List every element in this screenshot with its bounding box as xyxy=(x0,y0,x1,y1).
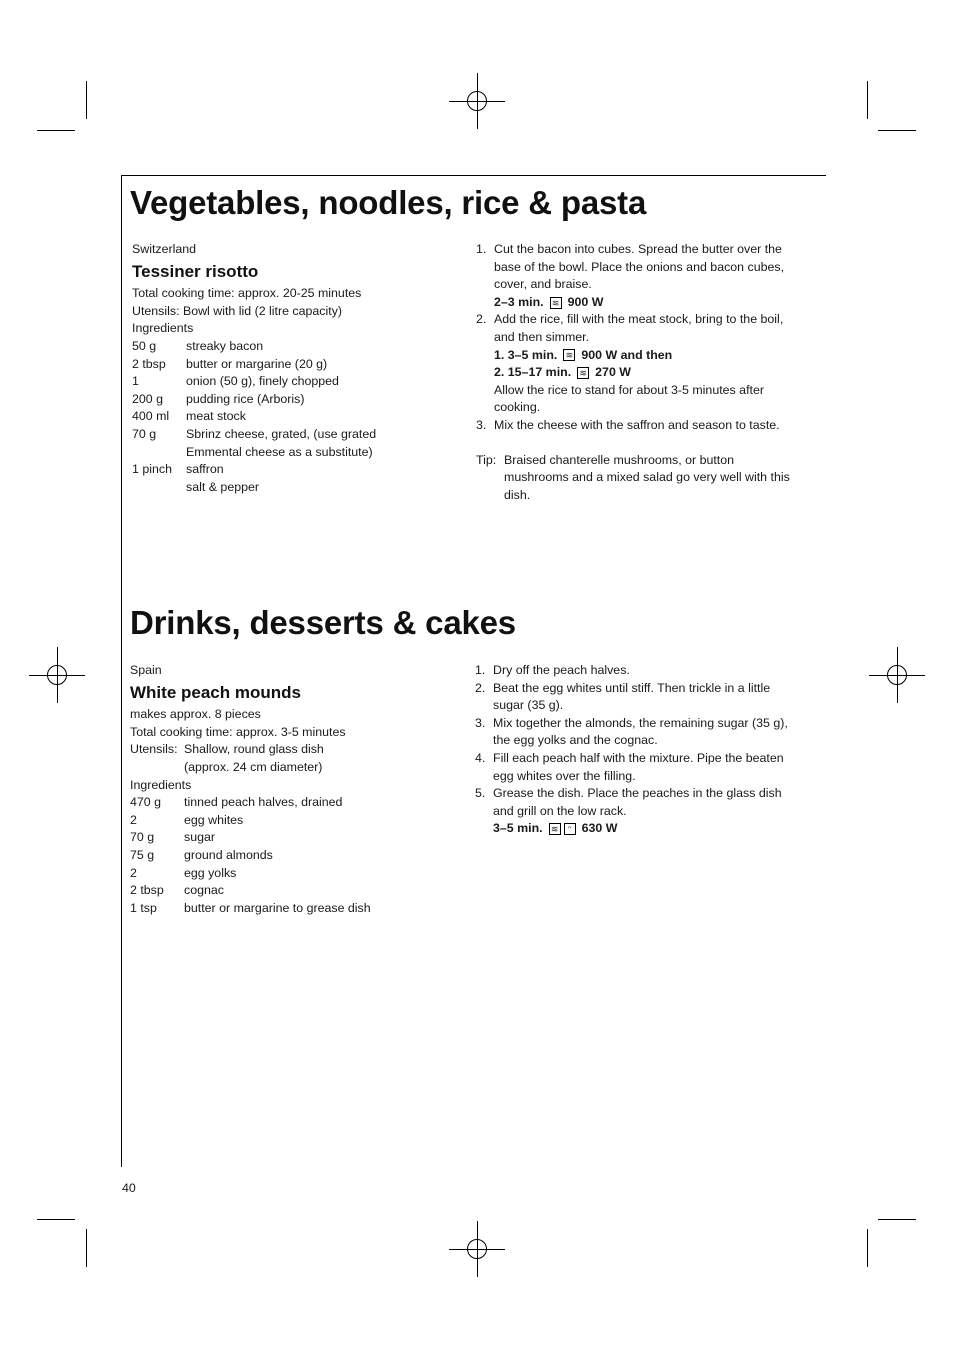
page-number: 40 xyxy=(122,1181,136,1195)
method-step xyxy=(475,680,805,715)
cooking-time: Total cooking time: approx. 20-25 minutes xyxy=(132,286,362,301)
ingredient-name: sugar xyxy=(184,830,215,845)
ingredients-label: Ingredients xyxy=(132,321,194,336)
ingredient-qty: 400 ml xyxy=(132,409,170,424)
ingredient-qty: 50 g xyxy=(132,338,157,353)
tip-text: mushrooms and a mixed salad go very well with this xyxy=(504,470,790,485)
tip-label: Tip: xyxy=(476,452,497,467)
step-text: Cut the bacon into cubes. Spread the butter over the xyxy=(494,242,782,256)
ingredient-list xyxy=(130,794,430,917)
utensils xyxy=(130,741,430,759)
ingredient-qty: 1 pinch xyxy=(132,462,172,477)
ingredient-qty: 470 g xyxy=(130,795,162,810)
ingredient-name: egg whites xyxy=(184,812,244,827)
step-text: Mix the cheese with the saffron and season to taste. xyxy=(494,417,780,432)
microwave-icon: ≋ xyxy=(549,823,561,835)
white-peach-mounds-method xyxy=(475,662,805,838)
ingredient-name: salt & pepper xyxy=(186,479,260,494)
recipe-tip xyxy=(476,452,806,505)
step-text: Beat the egg whites until stiff. Then trickle in a little xyxy=(493,680,771,695)
ingredient-continuation: Emmental cheese as a substitute) xyxy=(186,444,373,459)
crop-mark xyxy=(86,81,87,119)
step-number: 3. xyxy=(476,417,487,432)
ingredient-row xyxy=(132,426,432,444)
registration-mark-icon xyxy=(467,91,487,111)
utensils-continuation: (approx. 24 cm diameter) xyxy=(184,759,323,774)
ingredient-name: pudding rice (Arboris) xyxy=(186,391,305,406)
method-step xyxy=(475,662,805,680)
registration-mark-icon xyxy=(47,665,67,685)
ingredients-label: Ingredients xyxy=(130,777,192,792)
grill-icon: ᵔ xyxy=(564,823,576,835)
cooking-setting xyxy=(493,820,805,838)
cooking-setting xyxy=(494,294,806,312)
setting-power: 630 W xyxy=(581,821,618,836)
ingredient-name: ground almonds xyxy=(184,847,273,862)
method-steps xyxy=(476,241,806,435)
step-number: 5. xyxy=(475,786,486,801)
ingredient-row xyxy=(130,794,430,812)
cooking-time: Total cooking time: approx. 3-5 minutes xyxy=(130,724,346,739)
ingredient-name: streaky bacon xyxy=(186,338,264,353)
setting-time: 1. 3–5 min. xyxy=(494,347,558,362)
ingredient-qty: 2 tbsp xyxy=(132,356,166,371)
ingredient-name: Sbrinz cheese, grated, (use grated xyxy=(186,426,377,441)
frame-left-rule xyxy=(121,175,122,1167)
ingredient-name: butter or margarine to grease dish xyxy=(184,900,371,915)
ingredient-row xyxy=(132,373,432,391)
ingredient-row xyxy=(132,338,432,356)
tip-text: dish. xyxy=(504,487,531,502)
step-number: 1. xyxy=(476,242,487,256)
cooking-setting xyxy=(494,347,806,365)
ingredient-row xyxy=(132,461,432,479)
registration-mark-icon xyxy=(887,665,907,685)
step-text: base of the bowl. Place the onions and bacon cubes, xyxy=(494,259,785,274)
method-step xyxy=(476,241,806,311)
step-text: Dry off the peach halves. xyxy=(493,663,630,677)
step-note: Allow the rice to stand for about 3-5 minutes after xyxy=(494,382,764,397)
method-steps xyxy=(475,662,805,838)
microwave-icon: ≋ xyxy=(577,367,589,379)
ingredient-qty: 2 xyxy=(130,865,137,880)
step-text: Mix together the almonds, the remaining sugar (35 g), xyxy=(493,715,788,730)
ingredient-row xyxy=(132,479,432,497)
section-heading-vegetables: Vegetables, noodles, rice & pasta xyxy=(130,184,647,221)
setting-power: 270 W xyxy=(595,365,631,380)
utensils-label: Utensils: xyxy=(130,742,178,757)
utensils-text: Shallow, round glass dish xyxy=(184,742,324,757)
recipe-origin: Spain xyxy=(130,663,162,677)
method-step xyxy=(476,417,806,435)
ingredient-name: saffron xyxy=(186,462,224,477)
ingredient-qty xyxy=(132,479,186,497)
crop-mark xyxy=(37,130,75,131)
recipe-yield: makes approx. 8 pieces xyxy=(130,707,261,722)
ingredient-qty: 2 xyxy=(130,812,137,827)
ingredient-row xyxy=(130,812,430,830)
microwave-icon: ≋ xyxy=(563,349,575,361)
ingredient-list xyxy=(132,338,432,496)
step-text: Grease the dish. Place the peaches in the glass dish xyxy=(493,786,782,801)
ingredient-row xyxy=(130,829,430,847)
ingredient-row xyxy=(132,408,432,426)
setting-time: 3–5 min. xyxy=(493,821,543,836)
crop-mark xyxy=(878,1219,916,1220)
ingredient-name: tinned peach halves, drained xyxy=(184,795,343,810)
ingredient-name: butter or margarine (20 g) xyxy=(186,356,328,371)
step-number: 3. xyxy=(475,715,486,730)
ingredient-name: egg yolks xyxy=(184,865,237,880)
recipe-title: Tessiner risotto xyxy=(132,261,259,281)
ingredient-row xyxy=(130,865,430,883)
step-text: cover, and braise. xyxy=(494,277,592,292)
microwave-icon: ≋ xyxy=(550,297,562,309)
tessiner-risotto-info xyxy=(132,241,432,496)
step-text: the egg yolks and the cognac. xyxy=(493,733,658,748)
crop-mark xyxy=(86,1229,87,1267)
ingredient-name: cognac xyxy=(184,883,224,898)
ingredient-qty: 70 g xyxy=(132,426,157,441)
step-number: 1. xyxy=(475,663,486,677)
ingredient-qty: 70 g xyxy=(130,830,155,845)
utensils: Utensils: Bowl with lid (2 litre capacity) xyxy=(132,303,343,318)
ingredient-row xyxy=(132,356,432,374)
ingredient-qty: 1 tsp xyxy=(130,900,157,915)
step-text: and grill on the low rack. xyxy=(493,803,627,818)
ingredient-qty: 1 xyxy=(132,374,139,389)
method-step xyxy=(475,750,805,785)
registration-mark-icon xyxy=(467,1239,487,1259)
ingredient-qty: 2 tbsp xyxy=(130,883,164,898)
setting-time: 2. 15–17 min. xyxy=(494,365,572,380)
method-step xyxy=(475,715,805,750)
ingredient-qty: 200 g xyxy=(132,391,164,406)
recipe-title: White peach mounds xyxy=(130,682,301,702)
white-peach-mounds-info xyxy=(130,662,430,917)
method-step xyxy=(475,785,805,838)
ingredient-name: meat stock xyxy=(186,409,246,424)
step-text: sugar (35 g). xyxy=(493,698,564,713)
ingredient-row xyxy=(132,391,432,409)
method-step xyxy=(476,311,806,417)
ingredient-row xyxy=(130,847,430,865)
crop-mark xyxy=(867,81,868,119)
step-number: 2. xyxy=(475,680,486,695)
setting-power: 900 W and then xyxy=(581,347,673,362)
frame-top-rule xyxy=(121,175,826,176)
step-number: 4. xyxy=(475,750,486,765)
tip-text: Braised chanterelle mushrooms, or button xyxy=(504,452,735,467)
ingredient-qty: 75 g xyxy=(130,847,155,862)
setting-power: 900 W xyxy=(567,294,604,309)
ingredient-name: onion (50 g), finely chopped xyxy=(186,374,339,389)
step-number: 2. xyxy=(476,312,487,327)
crop-mark xyxy=(867,1229,868,1267)
crop-mark xyxy=(878,130,916,131)
step-text: Add the rice, fill with the meat stock, bring to the boil, xyxy=(494,312,784,327)
recipe-origin: Switzerland xyxy=(132,242,197,256)
step-text: and then simmer. xyxy=(494,329,590,344)
cooking-setting xyxy=(494,364,806,382)
section-heading-drinks: Drinks, desserts & cakes xyxy=(130,604,516,641)
setting-time: 2–3 min. xyxy=(494,294,544,309)
crop-mark xyxy=(37,1219,75,1220)
tessiner-risotto-method xyxy=(476,241,806,504)
step-text: Fill each peach half with the mixture. Pipe the beaten xyxy=(493,750,784,765)
ingredient-row xyxy=(130,900,430,918)
step-text: egg whites over the filling. xyxy=(493,768,636,783)
step-note: cooking. xyxy=(494,400,541,415)
ingredient-row xyxy=(130,882,430,900)
